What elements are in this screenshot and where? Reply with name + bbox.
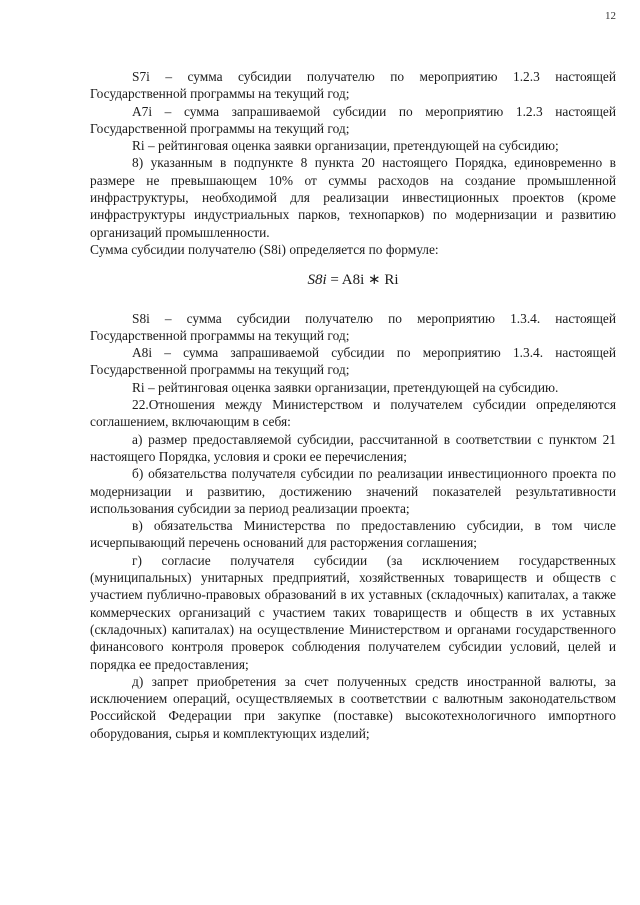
paragraph-ri-definition-2: Ri – рейтинговая оценка заявки организации, претендующей на субсидию. [132,379,559,395]
paragraph-subitem-g: г) согласие получателя субсидии (за исключением государственных (муниципальных) унитарных предприятий, хозяйственных товариществ и обществ с участием публично-правовых образований в их уставных (складочных) капиталах, а также коммерческих организаций с участием таких товариществ и обществ в их уставных (складочных) капиталах) на осуществление Министерством и органами государственного финансового контроля проверок соблюдения получателем субсидии условий, целей и порядка ее предоставления; [90,552,616,672]
paragraph-item-8: 8) указанным в подпункте 8 пункта 20 настоящего Порядка, единовременно в размере не превышающем 10% от суммы расходов на создание промышленной инфраструктуры, необходимой для реализации инвестиционных проектов (кроме инфраструктуры индустриальных парков, технопарков) по модернизации и развитию организаций промышленности. [90,155,616,240]
paragraph-formula-intro: Сумма субсидии получателю (S8i) определяется по формуле: [90,241,439,257]
paragraph-a8i-definition: A8i – сумма запрашиваемой субсидии по мероприятию 1.3.4. настоящей Государственной программы на текущий год; [90,345,616,378]
formula-s8i [90,272,616,289]
paragraph-subitem-a: а) размер предоставляемой субсидии, рассчитанной в соответствии с пунктом 21 настоящего Порядка, условия и сроки ее перечисления; [90,431,616,464]
document-body [90,68,616,742]
paragraph-subitem-v: в) обязательства Министерства по предоставлению субсидии, в том числе исчерпывающий перечень оснований для расторжения соглашения; [90,518,616,551]
paragraph-s7i-definition: S7i – сумма субсидии получателю по мероприятию 1.2.3 настоящей Государственной программы на текущий год; [90,69,616,102]
paragraph-item-22: 22.Отношения между Министерством и получателем субсидии определяются соглашением, включающим в себя: [90,397,616,430]
paragraph-a7i-definition: A7i – сумма запрашиваемой субсидии по мероприятию 1.2.3 настоящей Государственной программы на текущий год; [90,103,616,136]
formula-lhs: S8i [307,272,327,289]
paragraph-subitem-d: д) запрет приобретения за счет полученных средств иностранной валюты, за исключением операций, осуществляемых в соответствии с валютным законодательством Российской Федерации при закупке (поставке) высокотехнологичного импортного оборудования, сырья и комплектующих изделий; [90,673,616,741]
formula-rhs: A8i ∗ Ri [341,272,399,289]
paragraph-s8i-definition: S8i – сумма субсидии получателю по мероприятию 1.3.4. настоящей Государственной программы на текущий год; [90,310,616,343]
paragraph-ri-definition: Ri – рейтинговая оценка заявки организации, претендующей на субсидию; [132,138,559,154]
page-number: 12 [605,10,616,22]
formula-equals: = [326,272,342,289]
paragraph-subitem-b: б) обязательства получателя субсидии по реализации инвестиционного проекта по модернизации и развитию, достижению значений показателей результативности использования субсидии за период реализации проекта; [90,466,616,516]
